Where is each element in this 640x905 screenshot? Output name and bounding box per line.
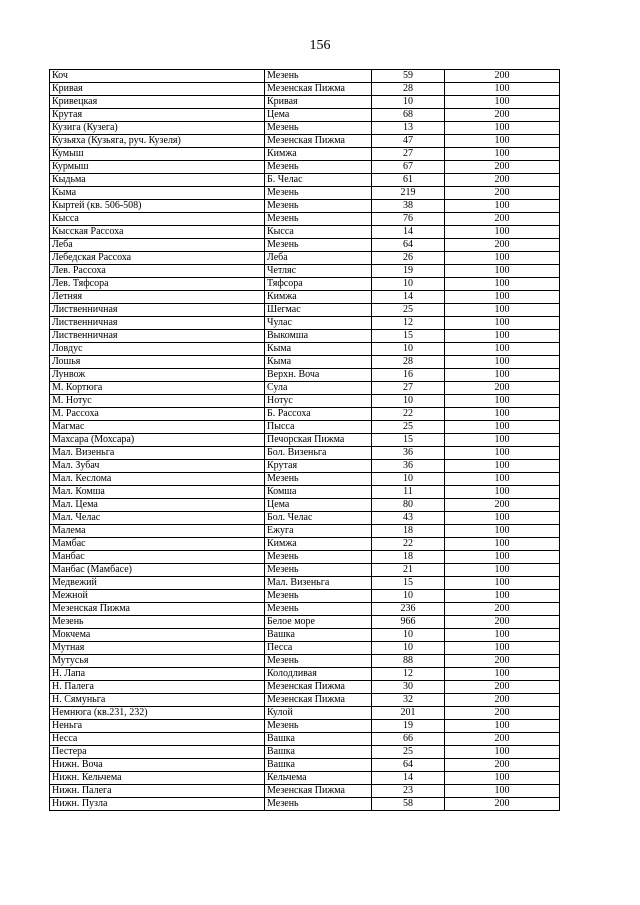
length-cell: 64 [372,759,445,772]
tributary-of-cell: Мезень [265,122,372,135]
tributary-of-cell: Мезень [265,798,372,811]
river-name-cell: Н. Лапа [50,668,265,681]
tributary-of-cell: Кысса [265,226,372,239]
zone-width-cell: 100 [445,356,560,369]
tributary-of-cell: Тяфсора [265,278,372,291]
river-name-cell: М. Нотус [50,395,265,408]
river-name-cell: Коч [50,70,265,83]
river-name-cell: Немнюга (кв.231, 232) [50,707,265,720]
zone-width-cell: 200 [445,694,560,707]
length-cell: 23 [372,785,445,798]
table-row [50,356,560,369]
river-name-cell: Н. Сямуньга [50,694,265,707]
tributary-of-cell: Колодливая [265,668,372,681]
length-cell: 26 [372,252,445,265]
zone-width-cell: 200 [445,655,560,668]
tributary-of-cell: Мезенская Пижма [265,694,372,707]
tributary-of-cell: Мезень [265,213,372,226]
length-cell: 27 [372,148,445,161]
length-cell: 38 [372,200,445,213]
table-row [50,213,560,226]
table-row [50,785,560,798]
zone-width-cell: 200 [445,174,560,187]
zone-width-cell: 200 [445,733,560,746]
zone-width-cell: 100 [445,577,560,590]
river-name-cell: Межной [50,590,265,603]
tributary-of-cell: Мезень [265,655,372,668]
tributary-of-cell: Комша [265,486,372,499]
river-name-cell: Лев. Тяфсора [50,278,265,291]
table-row [50,369,560,382]
zone-width-cell: 100 [445,785,560,798]
rivers-table [49,69,560,811]
tributary-of-cell: Леба [265,252,372,265]
length-cell: 66 [372,733,445,746]
zone-width-cell: 100 [445,304,560,317]
river-name-cell: Курмыш [50,161,265,174]
table-row [50,733,560,746]
tributary-of-cell: Кимжа [265,538,372,551]
tributary-of-cell: Верхн. Воча [265,369,372,382]
river-name-cell: Лошья [50,356,265,369]
tributary-of-cell: Белое море [265,616,372,629]
river-name-cell: М. Рассоха [50,408,265,421]
length-cell: 201 [372,707,445,720]
length-cell: 15 [372,330,445,343]
length-cell: 10 [372,395,445,408]
table-row [50,486,560,499]
river-name-cell: Манбас (Мамбасе) [50,564,265,577]
river-name-cell: Кыдьма [50,174,265,187]
zone-width-cell: 100 [445,590,560,603]
tributary-of-cell: Выкомша [265,330,372,343]
length-cell: 76 [372,213,445,226]
zone-width-cell: 100 [445,148,560,161]
table-row [50,174,560,187]
tributary-of-cell: Вашка [265,746,372,759]
zone-width-cell: 100 [445,720,560,733]
length-cell: 22 [372,408,445,421]
river-name-cell: Лунвож [50,369,265,382]
tributary-of-cell: Мезень [265,239,372,252]
river-name-cell: Мал. Комша [50,486,265,499]
length-cell: 59 [372,70,445,83]
length-cell: 47 [372,135,445,148]
length-cell: 32 [372,694,445,707]
zone-width-cell: 200 [445,616,560,629]
river-name-cell: Лебедская Рассоха [50,252,265,265]
table-row [50,694,560,707]
river-name-cell: Лиственничная [50,317,265,330]
table-row [50,538,560,551]
length-cell: 966 [372,616,445,629]
river-name-cell: Ловдус [50,343,265,356]
zone-width-cell: 100 [445,200,560,213]
zone-width-cell: 100 [445,551,560,564]
river-name-cell: Мал. Визеньга [50,447,265,460]
river-name-cell: Лев. Рассоха [50,265,265,278]
zone-width-cell: 100 [445,525,560,538]
river-name-cell: Мутная [50,642,265,655]
tributary-of-cell: Бол. Челас [265,512,372,525]
river-name-cell: Кысса [50,213,265,226]
table-row [50,655,560,668]
length-cell: 30 [372,681,445,694]
tributary-of-cell: Пысса [265,421,372,434]
river-name-cell: Мокчема [50,629,265,642]
zone-width-cell: 200 [445,499,560,512]
length-cell: 10 [372,96,445,109]
zone-width-cell: 100 [445,564,560,577]
tributary-of-cell: Чулас [265,317,372,330]
tributary-of-cell: Мезенская Пижма [265,135,372,148]
table-row [50,83,560,96]
table-row [50,252,560,265]
zone-width-cell: 100 [445,668,560,681]
length-cell: 58 [372,798,445,811]
length-cell: 25 [372,304,445,317]
zone-width-cell: 200 [445,707,560,720]
length-cell: 25 [372,746,445,759]
tributary-of-cell: Мезень [265,473,372,486]
table-body [50,70,560,811]
river-name-cell: Махсара (Мохсара) [50,434,265,447]
table-row [50,382,560,395]
river-name-cell: Пестера [50,746,265,759]
length-cell: 36 [372,460,445,473]
table-row [50,317,560,330]
river-name-cell: Несса [50,733,265,746]
river-name-cell: Мал. Зубач [50,460,265,473]
table-row [50,720,560,733]
table-row [50,512,560,525]
table-row [50,642,560,655]
table-row [50,265,560,278]
zone-width-cell: 100 [445,642,560,655]
zone-width-cell: 100 [445,772,560,785]
table-row [50,304,560,317]
tributary-of-cell: Мезень [265,70,372,83]
table-row [50,161,560,174]
length-cell: 10 [372,642,445,655]
river-name-cell: Кыртей (кв. 506-508) [50,200,265,213]
length-cell: 67 [372,161,445,174]
length-cell: 16 [372,369,445,382]
river-name-cell: Кумыш [50,148,265,161]
table-row [50,96,560,109]
tributary-of-cell: Мезень [265,551,372,564]
table-row [50,148,560,161]
tributary-of-cell: Нотус [265,395,372,408]
length-cell: 28 [372,83,445,96]
table-row [50,291,560,304]
tributary-of-cell: Кельчема [265,772,372,785]
river-name-cell: Кузига (Кузега) [50,122,265,135]
river-name-cell: Крутая [50,109,265,122]
zone-width-cell: 100 [445,395,560,408]
table-row [50,798,560,811]
zone-width-cell: 100 [445,538,560,551]
length-cell: 18 [372,525,445,538]
river-name-cell: Кривая [50,83,265,96]
tributary-of-cell: Крутая [265,460,372,473]
length-cell: 14 [372,772,445,785]
length-cell: 18 [372,551,445,564]
length-cell: 68 [372,109,445,122]
length-cell: 64 [372,239,445,252]
table-row [50,135,560,148]
table-row [50,616,560,629]
table-row [50,707,560,720]
table-row [50,421,560,434]
tributary-of-cell: Шегмас [265,304,372,317]
zone-width-cell: 100 [445,226,560,239]
tributary-of-cell: Ежуга [265,525,372,538]
length-cell: 13 [372,122,445,135]
tributary-of-cell: Кыма [265,356,372,369]
length-cell: 10 [372,629,445,642]
tributary-of-cell: Мезенская Пижма [265,681,372,694]
table-row [50,772,560,785]
zone-width-cell: 200 [445,382,560,395]
river-name-cell: Нижн. Пузла [50,798,265,811]
river-name-cell: Малема [50,525,265,538]
length-cell: 10 [372,343,445,356]
table-row [50,343,560,356]
river-name-cell: Нижн. Кельчема [50,772,265,785]
table-row [50,525,560,538]
length-cell: 10 [372,473,445,486]
zone-width-cell: 100 [445,135,560,148]
table-row [50,330,560,343]
length-cell: 19 [372,265,445,278]
river-name-cell: Кысская Рассоха [50,226,265,239]
zone-width-cell: 100 [445,421,560,434]
river-name-cell: Мутусья [50,655,265,668]
tributary-of-cell: Мезень [265,200,372,213]
length-cell: 14 [372,226,445,239]
river-name-cell: Кузьяха (Кузьяга, руч. Кузеля) [50,135,265,148]
zone-width-cell: 200 [445,161,560,174]
river-name-cell: Медвежий [50,577,265,590]
length-cell: 14 [372,291,445,304]
tributary-of-cell: Б. Рассоха [265,408,372,421]
zone-width-cell: 100 [445,629,560,642]
length-cell: 27 [372,382,445,395]
length-cell: 15 [372,434,445,447]
river-name-cell: Лиственничная [50,304,265,317]
river-name-cell: М. Кортюга [50,382,265,395]
zone-width-cell: 100 [445,291,560,304]
zone-width-cell: 100 [445,434,560,447]
tributary-of-cell: Мезень [265,161,372,174]
table-row [50,460,560,473]
river-name-cell: Н. Палега [50,681,265,694]
river-name-cell: Нижн. Воча [50,759,265,772]
table-row [50,434,560,447]
zone-width-cell: 200 [445,239,560,252]
table-row [50,564,560,577]
tributary-of-cell: Вашка [265,759,372,772]
tributary-of-cell: Вашка [265,733,372,746]
tributary-of-cell: Мезень [265,187,372,200]
tributary-of-cell: Вашка [265,629,372,642]
table-row [50,226,560,239]
zone-width-cell: 200 [445,213,560,226]
table-row [50,473,560,486]
table-row [50,395,560,408]
zone-width-cell: 100 [445,83,560,96]
zone-width-cell: 200 [445,681,560,694]
table-row [50,603,560,616]
table-row [50,668,560,681]
river-name-cell: Неньга [50,720,265,733]
tributary-of-cell: Б. Челас [265,174,372,187]
river-name-cell: Мезень [50,616,265,629]
table-row [50,499,560,512]
length-cell: 36 [372,447,445,460]
river-name-cell: Леба [50,239,265,252]
tributary-of-cell: Кыма [265,343,372,356]
zone-width-cell: 100 [445,408,560,421]
zone-width-cell: 100 [445,343,560,356]
length-cell: 15 [372,577,445,590]
table-row [50,629,560,642]
river-name-cell: Мал. Челас [50,512,265,525]
zone-width-cell: 200 [445,109,560,122]
length-cell: 80 [372,499,445,512]
tributary-of-cell: Печорская Пижма [265,434,372,447]
length-cell: 236 [372,603,445,616]
zone-width-cell: 200 [445,759,560,772]
length-cell: 43 [372,512,445,525]
zone-width-cell: 100 [445,460,560,473]
zone-width-cell: 200 [445,70,560,83]
length-cell: 21 [372,564,445,577]
river-name-cell: Мамбас [50,538,265,551]
zone-width-cell: 100 [445,473,560,486]
tributary-of-cell: Цема [265,109,372,122]
river-name-cell: Летняя [50,291,265,304]
table-row [50,681,560,694]
zone-width-cell: 100 [445,330,560,343]
length-cell: 28 [372,356,445,369]
zone-width-cell: 100 [445,122,560,135]
length-cell: 22 [372,538,445,551]
zone-width-cell: 100 [445,512,560,525]
length-cell: 61 [372,174,445,187]
zone-width-cell: 200 [445,798,560,811]
table-row [50,122,560,135]
length-cell: 10 [372,590,445,603]
table-row [50,70,560,83]
length-cell: 219 [372,187,445,200]
tributary-of-cell: Мезень [265,720,372,733]
tributary-of-cell: Мал. Визеньга [265,577,372,590]
tributary-of-cell: Сула [265,382,372,395]
zone-width-cell: 100 [445,486,560,499]
tributary-of-cell: Кривая [265,96,372,109]
river-name-cell: Кривецкая [50,96,265,109]
tributary-of-cell: Кулой [265,707,372,720]
table-row [50,759,560,772]
tributary-of-cell: Мезень [265,564,372,577]
tributary-of-cell: Песса [265,642,372,655]
zone-width-cell: 200 [445,603,560,616]
tributary-of-cell: Четляс [265,265,372,278]
zone-width-cell: 100 [445,278,560,291]
table-row [50,408,560,421]
length-cell: 88 [372,655,445,668]
zone-width-cell: 100 [445,96,560,109]
zone-width-cell: 100 [445,369,560,382]
tributary-of-cell: Бол. Визеньга [265,447,372,460]
river-name-cell: Манбас [50,551,265,564]
river-name-cell: Нижн. Палега [50,785,265,798]
tributary-of-cell: Кимжа [265,148,372,161]
length-cell: 12 [372,668,445,681]
table-row [50,577,560,590]
zone-width-cell: 100 [445,746,560,759]
table-row [50,109,560,122]
tributary-of-cell: Мезень [265,603,372,616]
length-cell: 10 [372,278,445,291]
table-row [50,447,560,460]
length-cell: 25 [372,421,445,434]
river-name-cell: Кыма [50,187,265,200]
zone-width-cell: 100 [445,265,560,278]
zone-width-cell: 100 [445,252,560,265]
table-row [50,200,560,213]
table-row [50,551,560,564]
tributary-of-cell: Кимжа [265,291,372,304]
table-row [50,278,560,291]
length-cell: 11 [372,486,445,499]
tributary-of-cell: Мезенская Пижма [265,785,372,798]
river-name-cell: Лиственничная [50,330,265,343]
table-row [50,746,560,759]
river-name-cell: Мал. Цема [50,499,265,512]
zone-width-cell: 200 [445,187,560,200]
length-cell: 19 [372,720,445,733]
river-name-cell: Мал. Кеслома [50,473,265,486]
length-cell: 12 [372,317,445,330]
tributary-of-cell: Мезень [265,590,372,603]
page-number: 156 [309,38,331,53]
river-name-cell: Магмас [50,421,265,434]
zone-width-cell: 100 [445,447,560,460]
tributary-of-cell: Цема [265,499,372,512]
zone-width-cell: 100 [445,317,560,330]
table-row [50,187,560,200]
tributary-of-cell: Мезенская Пижма [265,83,372,96]
table-row [50,590,560,603]
river-name-cell: Мезенская Пижма [50,603,265,616]
table-row [50,239,560,252]
